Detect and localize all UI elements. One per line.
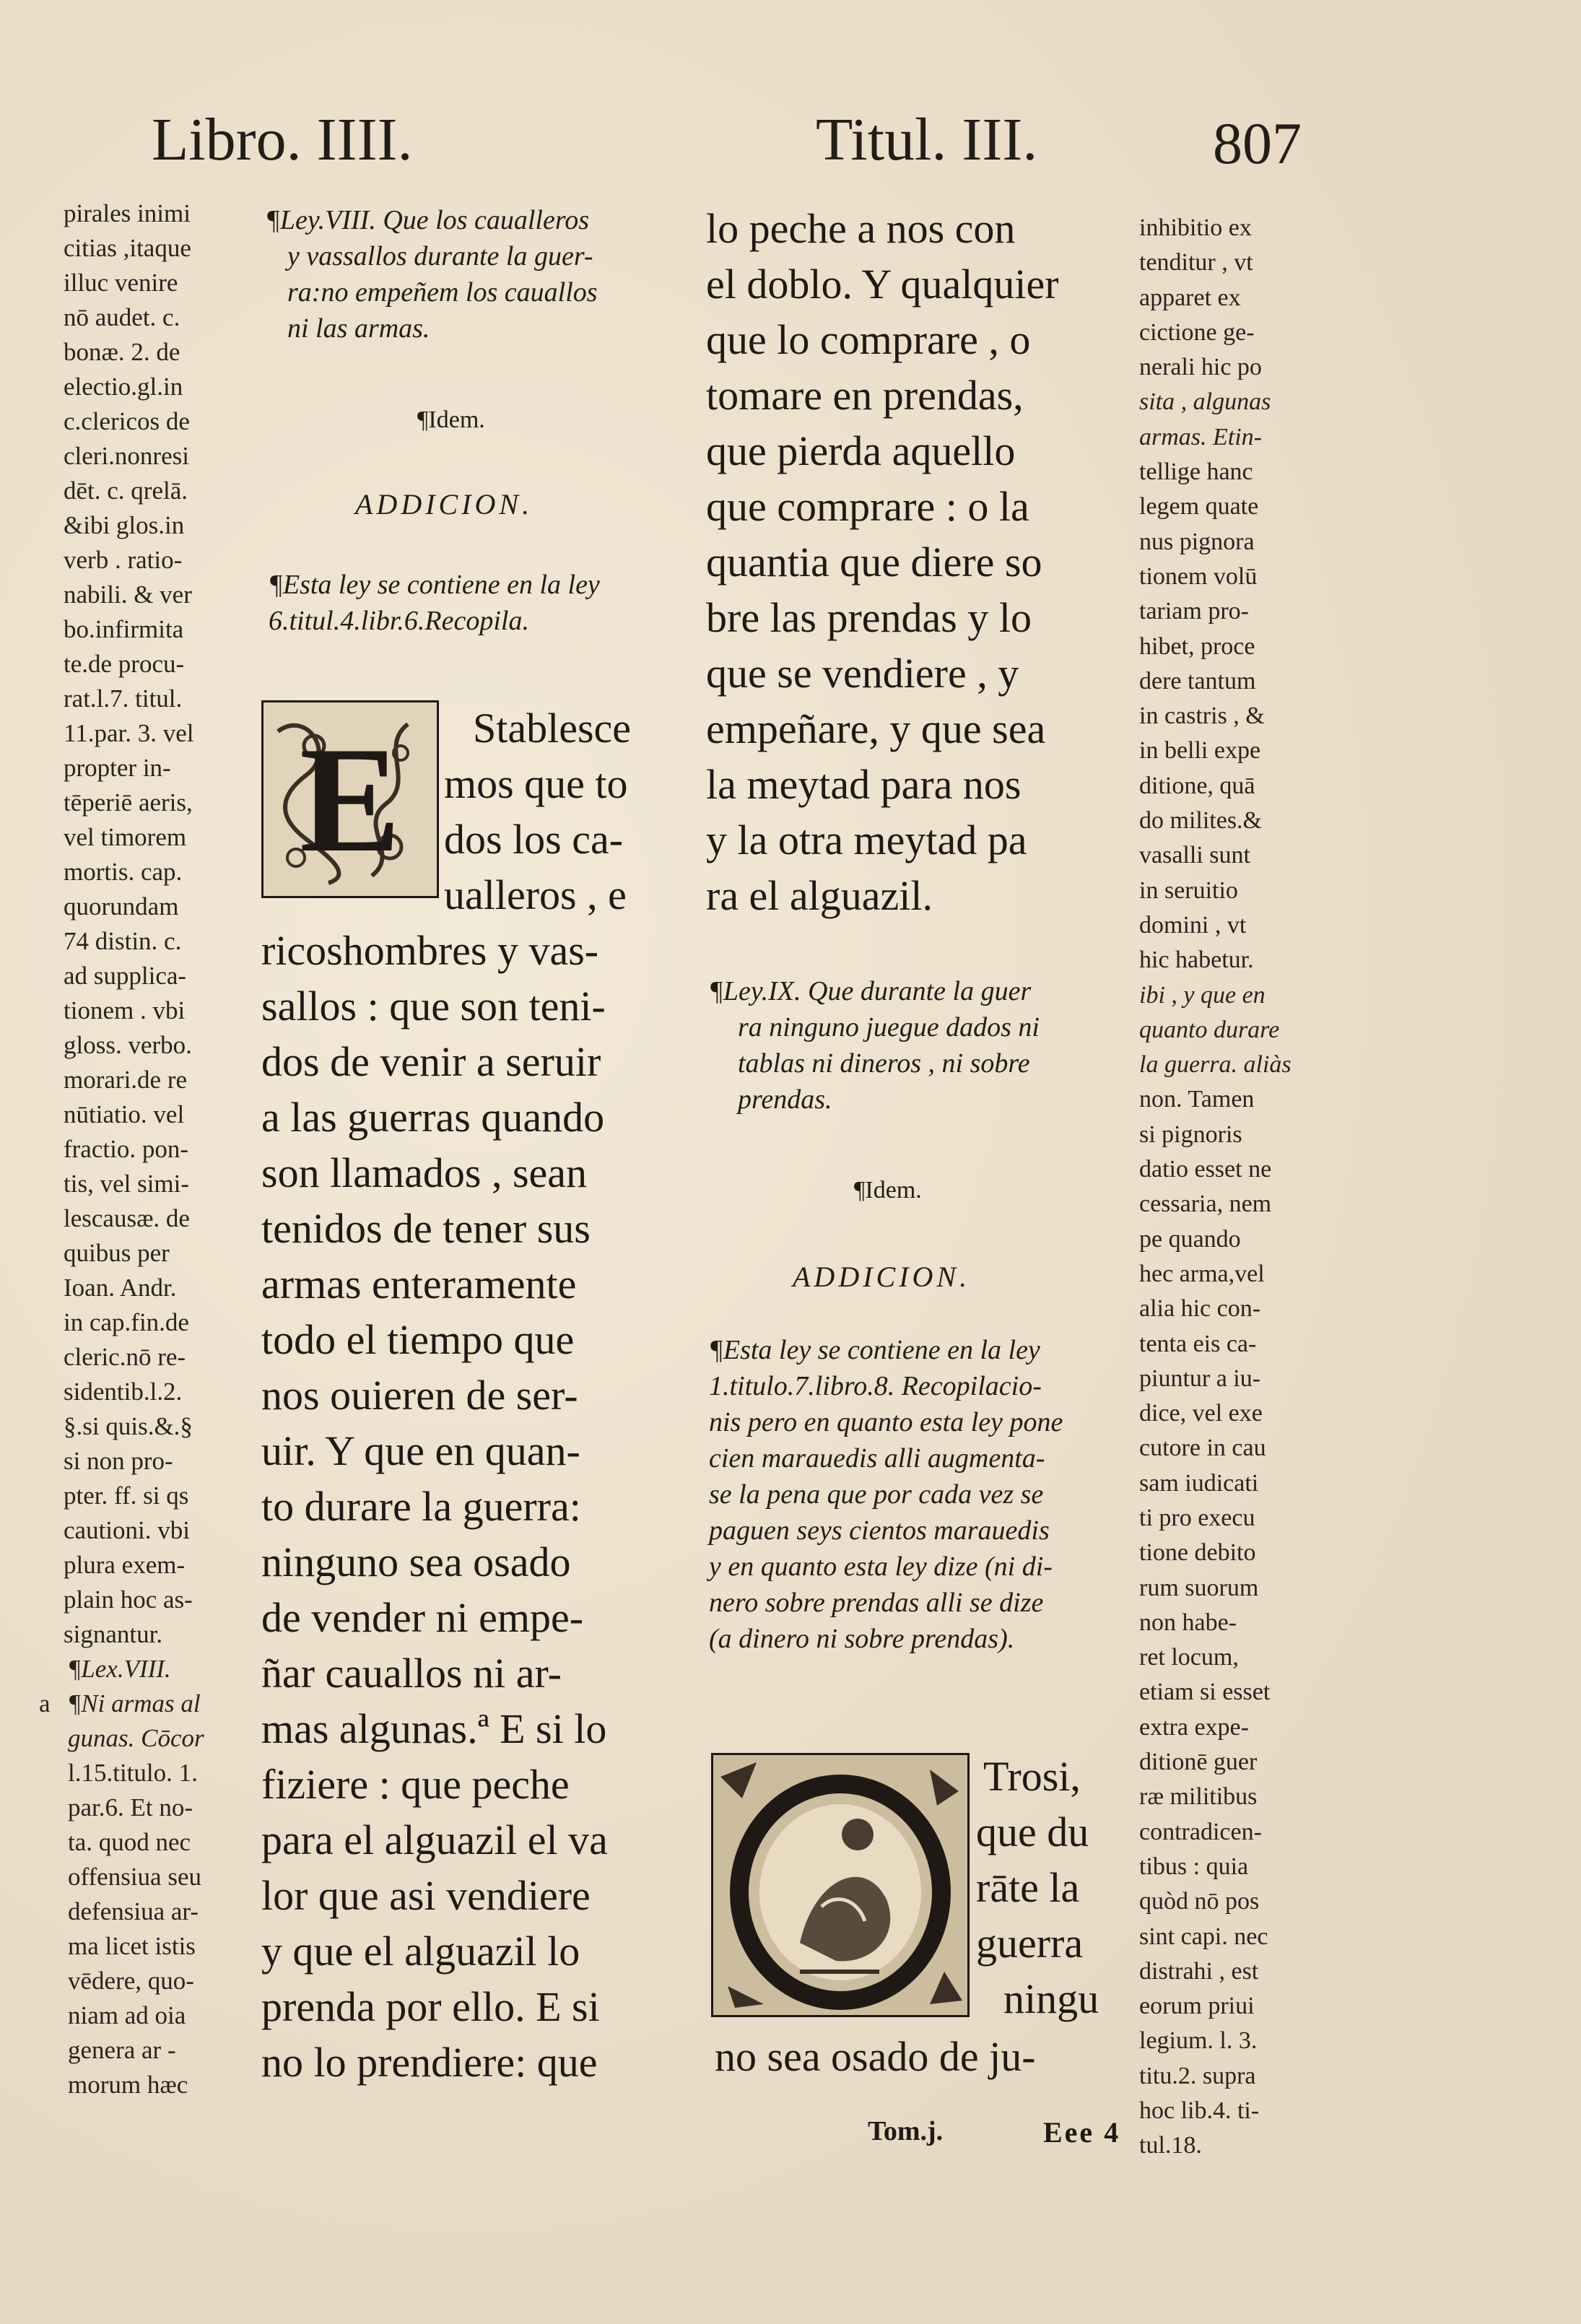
ornament-vine-icon xyxy=(264,702,437,896)
right-margin-line-18: do milites.& xyxy=(1139,807,1262,835)
right-margin-line-34: piuntur a iu- xyxy=(1139,1365,1261,1392)
right-margin-line-15: in castris , & xyxy=(1139,702,1265,730)
addicion-2-line-3: nis pero en quanto esta ley pone xyxy=(709,1407,1063,1437)
col1-body-line-18: lor que asi vendiere xyxy=(261,1872,591,1919)
left-margin-line-27: nūtiatio. vel xyxy=(64,1100,185,1128)
right-margin-line-9: legem quate xyxy=(1139,493,1259,521)
right-margin-gloss xyxy=(1139,211,1292,2164)
margin-note-line-4: par.6. Et no- xyxy=(68,1793,193,1822)
right-margin-line-38: ti pro execu xyxy=(1139,1504,1255,1531)
left-margin-line-30: lescausæ. de xyxy=(64,1204,190,1232)
right-margin-line-24: quanto durare xyxy=(1139,1016,1280,1043)
left-margin-line-42: signantur. xyxy=(64,1620,163,1648)
margin-note xyxy=(39,1687,204,2102)
left-margin-line-12: nabili. & ver xyxy=(64,580,192,609)
col1-body-line-9: nos ouieren de ser- xyxy=(261,1372,578,1419)
col2-body-line-6: que comprare : o la xyxy=(706,483,1029,530)
right-margin-line-20: in seruitio xyxy=(1139,876,1238,904)
left-margin-line-24: tionem . vbi xyxy=(64,996,186,1024)
left-margin-line-2: citias ,itaque xyxy=(64,234,191,262)
right-margin-line-10: nus pignora xyxy=(1139,528,1255,555)
left-margin-line-37: si non pro- xyxy=(64,1447,173,1475)
right-margin-line-3: apparet ex xyxy=(1139,284,1241,311)
left-margin-line-16: 11.par. 3. vel xyxy=(64,719,194,747)
col2-body-line-3: que lo comprare , o xyxy=(706,316,1031,363)
addicion-heading-2: ADDICION. xyxy=(793,1261,971,1293)
ley-ix-line: no sea osado de ju- xyxy=(715,2033,1036,2080)
left-margin-line-19: vel timorem xyxy=(64,823,187,851)
ley-viii-capital-lines: Stablesce mos que to dos los ca- ualleros , e xyxy=(444,705,632,918)
left-margin-line-23: ad supplica- xyxy=(64,962,187,990)
right-margin-line-44: extra expe- xyxy=(1139,1713,1249,1741)
right-margin-line-30: pe quando xyxy=(1139,1225,1241,1253)
right-margin-line-41: non habe- xyxy=(1139,1609,1237,1636)
left-margin-line-3: illuc venire xyxy=(64,269,178,297)
margin-note-line-6: offensiua seu xyxy=(68,1863,201,1891)
right-margin-line-11: tionem volū xyxy=(1139,562,1258,590)
right-margin-line-29: cessaria, nem xyxy=(1139,1191,1272,1218)
margin-note-line-1: ¶Ni armas al xyxy=(68,1689,201,1718)
left-margin-line-15: rat.l.7. titul. xyxy=(64,684,183,713)
col2-body-line-5: que pierda aquello xyxy=(706,427,1016,474)
right-margin-line-32: alia hic con- xyxy=(1139,1295,1261,1323)
right-margin-line-23: ibi , y que en xyxy=(1139,981,1266,1009)
left-margin-line-28: fractio. pon- xyxy=(64,1135,188,1163)
margin-note-line-3: l.15.titulo. 1. xyxy=(68,1759,198,1787)
right-margin-line-28: datio esset ne xyxy=(1139,1156,1272,1183)
idem-label-2: ¶Idem. xyxy=(854,1177,922,1204)
signature-mark: Eee 4 xyxy=(1043,2116,1121,2149)
right-margin-line-49: quòd nō pos xyxy=(1139,1888,1260,1915)
col1-body-line-2: sallos : que son teni- xyxy=(261,983,606,1030)
figure-ornament-icon xyxy=(713,1755,967,2015)
addicion-2-line-4: cien marauedis alli augmenta- xyxy=(709,1443,1045,1474)
right-margin-line-35: dice, vel exe xyxy=(1139,1400,1263,1427)
decorated-initial-o xyxy=(711,1753,970,2017)
right-margin-line-33: tenta eis ca- xyxy=(1139,1330,1257,1357)
right-margin-line-53: legium. l. 3. xyxy=(1139,2027,1258,2055)
running-head-title: Titul. III. xyxy=(816,106,1038,173)
left-margin-line-29: tis, vel simi- xyxy=(64,1170,190,1198)
col1-body-line-13: de vender ni empe- xyxy=(261,1594,584,1641)
page-number: 807 xyxy=(1213,110,1302,176)
col2-body-line-9: que se vendiere , y xyxy=(706,650,1019,697)
col1-body-line-6: tenidos de tener sus xyxy=(261,1205,591,1252)
right-margin-line-48: tibus : quia xyxy=(1139,1853,1249,1880)
margin-note-line-8: ma licet istis xyxy=(68,1932,196,1960)
col1-body-line-4: a las guerras quando xyxy=(261,1094,605,1141)
col2-body-line-12: y la otra meytad pa xyxy=(706,817,1027,863)
col2-body-line-11: la meytad para nos xyxy=(706,761,1022,808)
right-margin-line-27: si pignoris xyxy=(1139,1120,1242,1148)
left-margin-lines xyxy=(64,196,204,1652)
note-marker: a xyxy=(39,1689,51,1718)
left-margin-line-1: pirales inimi xyxy=(64,199,191,227)
right-margin-line-45: ditionē guer xyxy=(1139,1749,1258,1776)
right-margin-line-39: tione debito xyxy=(1139,1539,1256,1567)
col1-body-line-12: ninguno sea osado xyxy=(261,1539,571,1585)
right-margin-line-40: rum suorum xyxy=(1139,1574,1259,1601)
left-margin-line-40: plura exem- xyxy=(64,1551,186,1579)
col1-body-line-16: fiziere : que peche xyxy=(261,1761,570,1808)
col1-body-line-8: todo el tiempo que xyxy=(261,1316,575,1363)
col1-body-line-5: son llamados , sean xyxy=(261,1149,588,1196)
right-margin-line-43: etiam si esset xyxy=(1139,1679,1271,1706)
col1-body-line-11: to durare la guerra: xyxy=(261,1483,581,1530)
left-margin-line-25: gloss. verbo. xyxy=(64,1031,192,1059)
margin-note-line-9: vēdere, quo- xyxy=(68,1967,194,1995)
right-margin-line-14: dere tantum xyxy=(1139,667,1256,695)
right-margin-line-21: domini , vt xyxy=(1139,911,1247,939)
right-margin-line-7: armas. Etin- xyxy=(1139,423,1262,451)
left-margin-line-35: sidentib.l.2. xyxy=(64,1378,183,1406)
col1-body-line-20: prenda por ello. E si xyxy=(261,1983,600,2030)
right-margin-line-46: ræ militibus xyxy=(1139,1783,1258,1811)
left-margin-line-22: 74 distin. c. xyxy=(64,927,182,955)
idem-label-1: ¶Idem. xyxy=(417,406,485,433)
col1-body-line-7: armas enteramente xyxy=(261,1261,577,1307)
left-margin-line-7: c.clericos de xyxy=(64,407,190,435)
ley-viii-title: ¶Ley.VIII. Que los caualleros y vassallos durante la guer- ra:no empeñem los cauallos ni las armas. xyxy=(266,205,598,344)
margin-note-line-2: gunas. Cōcor xyxy=(68,1724,204,1752)
col1-body-line-1: ricoshombres y vas- xyxy=(261,927,599,974)
ley-ix-title: ¶Ley.IX. Que durante la guer ra ninguno juegue dados ni tablas ni dineros , ni sobre prendas. xyxy=(709,976,1040,1115)
col2-body-line-10: empeñare, y que sea xyxy=(706,705,1046,752)
left-margin-line-17: propter in- xyxy=(64,754,171,782)
left-margin-line-5: bonæ. 2. de xyxy=(64,338,180,366)
addicion-2-line-9: (a dinero ni sobre prendas). xyxy=(709,1624,1015,1654)
margin-note-line-7: defensiua ar- xyxy=(68,1897,199,1925)
left-margin-line-31: quibus per xyxy=(64,1239,170,1267)
ley-ix-capital-lines: Trosi, que du rāte la guerra ningu xyxy=(976,1753,1099,2022)
right-margin-line-4: cictione ge- xyxy=(1139,318,1255,346)
left-margin-line-20: mortis. cap. xyxy=(64,858,183,886)
right-margin-line-26: non. Tamen xyxy=(1139,1086,1255,1113)
margin-note-line-11: genera ar - xyxy=(68,2036,176,2064)
lex-label: ¶Lex.VIII. xyxy=(68,1655,171,1683)
left-margin-line-38: pter. ff. si qs xyxy=(64,1481,189,1510)
margin-note-lines xyxy=(68,1687,204,2102)
margin-note-line-12: morum hæc xyxy=(68,2071,188,2099)
right-margin-line-2: tenditur , vt xyxy=(1139,249,1253,277)
left-margin-line-14: te.de procu- xyxy=(64,650,185,678)
left-margin-line-11: verb . ratio- xyxy=(64,546,183,574)
col1-body-line-3: dos de venir a seruir xyxy=(261,1038,601,1085)
left-margin-line-13: bo.infirmita xyxy=(64,615,184,643)
svg-text:E: E xyxy=(299,716,401,884)
ley-viii-continuation xyxy=(706,201,1059,923)
left-margin-line-34: cleric.nō re- xyxy=(64,1343,186,1371)
right-margin-line-16: in belli expe xyxy=(1139,737,1261,765)
volume-footer: Tom.j. xyxy=(868,2116,944,2146)
right-margin-line-6: sita , algunas xyxy=(1139,388,1271,416)
right-margin-line-54: titu.2. supra xyxy=(1139,2062,1256,2089)
addicion-text-1: ¶Esta ley se contiene en la ley 6.titul.4.libr.6.Recopila. xyxy=(269,570,600,636)
right-margin-line-8: tellige hanc xyxy=(1139,458,1253,486)
right-margin-line-25: la guerra. aliàs xyxy=(1139,1051,1292,1079)
margin-note-line-5: ta. quod nec xyxy=(68,1828,191,1856)
running-head-book: Libro. IIII. xyxy=(152,106,413,173)
left-margin-line-10: &ibi glos.in xyxy=(64,511,185,539)
right-margin-line-56: tul.18. xyxy=(1139,2132,1202,2159)
right-margin-line-51: distrahi , est xyxy=(1139,1957,1259,1985)
addicion-2-line-7: y en quanto esta ley dize (ni di- xyxy=(709,1551,1053,1582)
left-margin-line-6: electio.gl.in xyxy=(64,373,183,401)
right-margin-line-17: ditione, quā xyxy=(1139,772,1255,799)
col2-body-line-4: tomare en prendas, xyxy=(706,372,1024,419)
left-margin-line-39: cautioni. vbi xyxy=(64,1516,190,1544)
col1-body-line-21: no lo prendiere: que xyxy=(261,2039,598,2086)
col2-body-line-2: el doblo. Y qualquier xyxy=(706,261,1059,308)
addicion-heading-1: ADDICION. xyxy=(355,488,533,521)
right-margin-line-5: nerali hic po xyxy=(1139,354,1262,381)
addicion-2-line-2: 1.titulo.7.libro.8. Recopilacio- xyxy=(709,1371,1042,1401)
addicion-2-line-6: paguen seys cientos marauedis xyxy=(709,1515,1050,1546)
right-margin-line-36: cutore in cau xyxy=(1139,1435,1266,1462)
right-margin-line-50: sint capi. nec xyxy=(1139,1923,1268,1950)
left-margin-line-21: quorundam xyxy=(64,892,179,921)
col2-body-line-13: ra el alguazil. xyxy=(706,872,933,919)
col2-body-line-7: quantia que diere so xyxy=(706,539,1042,586)
col1-body-line-15: mas algunas.ª E si lo xyxy=(261,1705,607,1752)
col2-body-line-8: bre las prendas y lo xyxy=(706,594,1032,641)
addicion-text-2 xyxy=(709,1332,1063,1657)
left-margin-line-26: morari.de re xyxy=(64,1066,188,1094)
ley-viii-body xyxy=(261,923,608,2090)
right-margin-line-22: hic habetur. xyxy=(1139,946,1254,974)
right-margin-line-12: tariam pro- xyxy=(1139,598,1249,625)
left-margin-line-9: dēt. c. qrelā. xyxy=(64,476,188,505)
right-margin-line-1: inhibitio ex xyxy=(1139,214,1252,241)
col1-body-line-19: y que el alguazil lo xyxy=(261,1928,580,1975)
left-margin-line-33: in cap.fin.de xyxy=(64,1308,189,1336)
col1-body-line-14: ñar cauallos ni ar- xyxy=(261,1650,562,1697)
right-margin-line-19: vasalli sunt xyxy=(1139,842,1250,869)
left-margin-line-8: cleri.nonresi xyxy=(64,442,189,470)
addicion-2-line-1: ¶Esta ley se contiene en la ley xyxy=(709,1335,1040,1365)
margin-note-line-10: niam ad oia xyxy=(68,2001,186,2029)
left-margin-line-4: nō audet. c. xyxy=(64,303,180,331)
right-margin-line-47: contradicen- xyxy=(1139,1818,1262,1845)
col1-body-line-17: para el alguazil el va xyxy=(261,1816,608,1863)
right-margin-line-37: sam iudicati xyxy=(1139,1469,1259,1497)
left-margin-line-18: tēperiē aeris, xyxy=(64,788,193,817)
left-margin-gloss xyxy=(39,196,204,2102)
col1-body-line-10: uir. Y que en quan- xyxy=(261,1427,580,1474)
decorated-initial-e xyxy=(261,700,439,898)
addicion-2-line-8: nero sobre prendas alli se dize xyxy=(709,1588,1044,1618)
col2-body-line-1: lo peche a nos con xyxy=(706,205,1016,252)
left-margin-line-36: §.si quis.&.§ xyxy=(64,1412,193,1440)
addicion-2-line-5: se la pena que por cada vez se xyxy=(709,1479,1044,1510)
left-margin-line-41: plain hoc as- xyxy=(64,1585,193,1614)
right-margin-line-13: hibet, proce xyxy=(1139,632,1255,660)
right-margin-line-55: hoc lib.4. ti- xyxy=(1139,2097,1260,2125)
right-margin-line-31: hec arma,vel xyxy=(1139,1260,1265,1287)
right-margin-line-42: ret locum, xyxy=(1139,1644,1239,1671)
right-margin-line-52: eorum priui xyxy=(1139,1993,1255,2020)
left-margin-line-32: Ioan. Andr. xyxy=(64,1274,177,1302)
